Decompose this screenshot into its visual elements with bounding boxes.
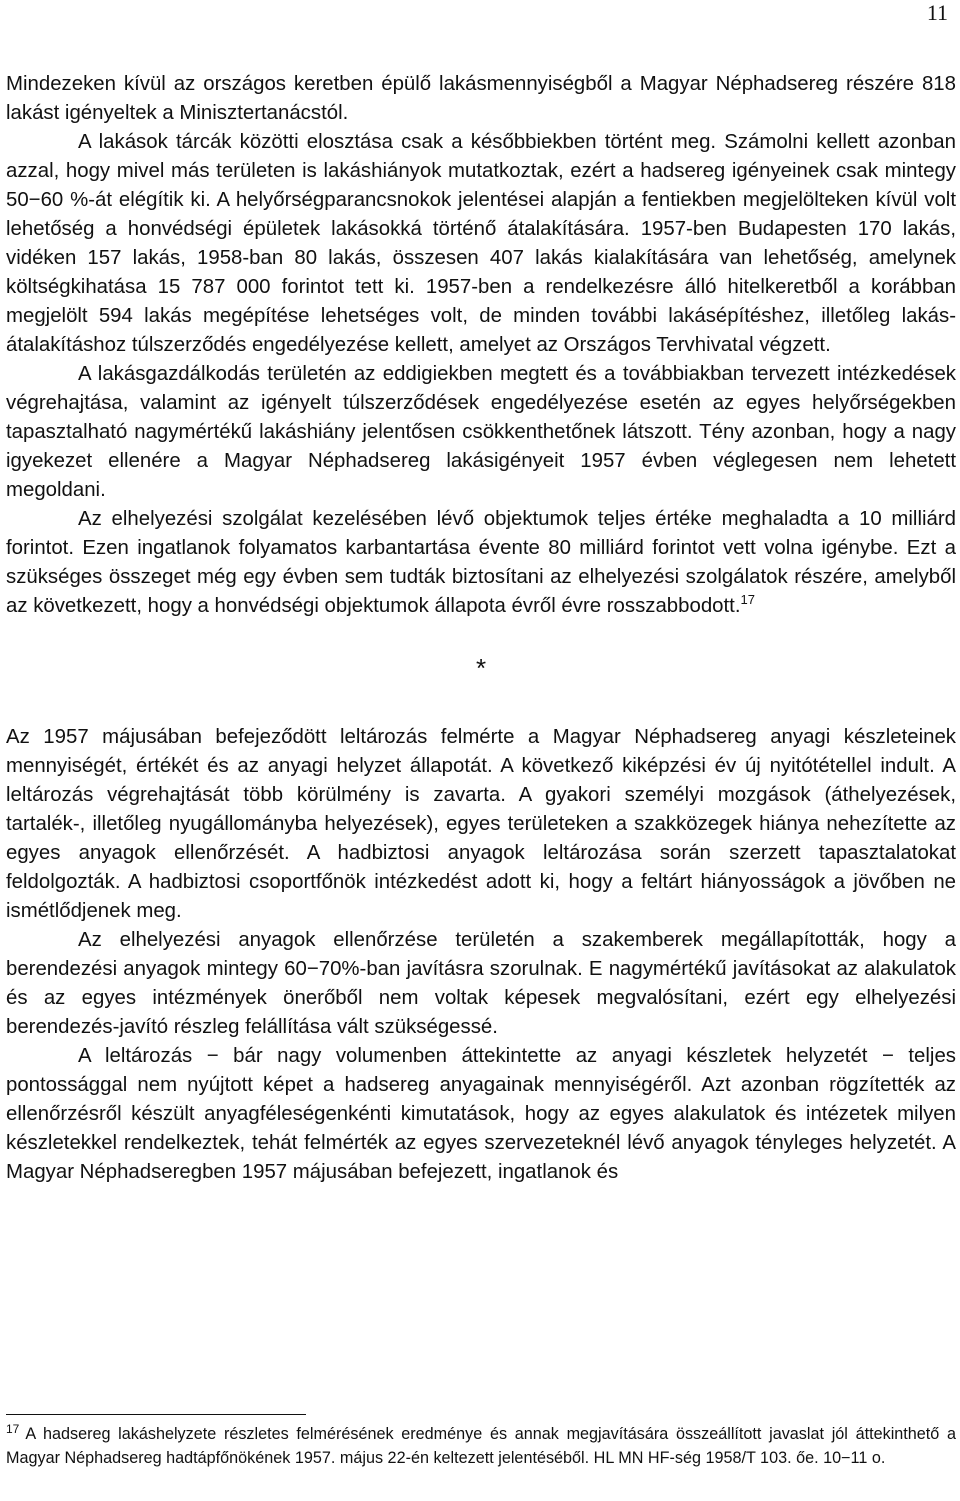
footnote (6, 1422, 956, 1470)
paragraph-4 (6, 505, 956, 621)
paragraph-1: Mindezeken kívül az országos keretben épülő lakásmennyiségből a Magyar Néphadsereg részére 818 lakást igényeltek a Minisztertanácstól. (6, 73, 956, 124)
paragraph-3: A lakásgazdálkodás területén az eddigiekben megtett és a továbbiakban tervezett intézkedések végrehajtása, valamint az igényelt túlszerződések engedélyezése esetén az egyes helyőrségekben tapasztalható nagymértékű lakáshiány jelentősen csökkenthetőnek látszott. Tény azonban, hogy a nagy igyekezet ellenére a Magyar Néphadsereg lakásigényeit 1957 évben véglegesen nem lehetett megoldani. (6, 363, 956, 501)
footnote-text: A hadsereg lakáshelyzete részletes felmérésének eredménye és annak megjavítására összeállított javaslat jól áttekinthető a Magyar Néphadsereg hadtápfőnökének 1957. május 22-én keltezett jelentéséből. HL MN HF-ség 1958/T 103. őe. 10−11 o. (6, 1425, 956, 1467)
paragraph-2: A lakások tárcák közötti elosztása csak a későbbiekben történt meg. Számolni kellett azonban azzal, hogy mivel más területen is lakáshiányok mutatkoztak, ezért a hadsereg igényeinek csak mintegy 50−60 %-át elégítik ki. A helyőrségparancsnokok jelentései alapján a fentiekben megjelölteken kívül volt lehetőség a honvédségi épületek lakásokká történő átalakítására. 1957-ben Budapesten 170 lakás, vidéken 157 lakás, 1958-ban 80 lakás, összesen 407 lakás kialakítására van lehetőség, amelynek költségkihatása 15 787 000 forintot tett ki. 1957-ben a rendelkezésre álló hitelkeretből a korábban megjelölt 594 lakás megépítése lehetséges volt, de minden további lakásépítéshez, illetőleg lakás-átalakításhoz túlszerződés engedélyezése kellett, amelyet az Országos Tervhivatal végzett. (6, 131, 956, 356)
page-number: 11 (926, 0, 948, 25)
paragraph-5: Az 1957 májusában befejeződött leltározás felmérte a Magyar Néphadsereg anyagi készleteinek mennyiségét, értékét és az anyagi helyzet állapotát. A következő kiképzési év új nyitótétellel indult. A leltározás végrehajtását több körülmény is zavarta. A gyakori személyi mozgások (áthelyezések, tartalék-, illetőleg nyugállományba helyezések), egyes területeken a szakközegek hiánya nehezítette az egyes anyagok ellenőrzését. A hadbiztosi anyagok leltározása során szerzett tapasztalatokat feldolgozták. A hadbiztosi csoportfőnök intézkedést adott ki, hogy a feltárt hiányosságok a jövőben ne ismétlődjenek meg. (6, 726, 956, 922)
body-text (6, 70, 956, 1187)
paragraph-6: Az elhelyezési anyagok ellenőrzése területén a szakemberek megállapították, hogy a berendezési anyagok mintegy 60−70%-ban javításra szorulnak. E nagymértékű javításokat az alakulatok és az egyes intézmények önerőből nem voltak képesek megvalósítani, ezért egy elhelyezési berendezés-javító részleg felállítása vált szükségessé. (6, 929, 956, 1038)
footnote-divider (6, 1414, 306, 1415)
footnote-reference[interactable]: 17 (740, 592, 755, 608)
paragraph-4-text: Az elhelyezési szolgálat kezelésében lévő objektumok teljes értéke meghaladta a 10 milliárd forintot. Ezen ingatlanok folyamatos karbantartása évente 80 milliárd forintot vett volna igénybe. Ezt a szükséges összeget még egy évben sem tudták biztosítani az elhelyezési szolgálatok részére, amelyből az következett, hogy a honvédségi objektumok állapota évről évre rosszabbodott. (6, 508, 956, 617)
paragraph-7: A leltározás − bár nagy volumenben áttekintette az anyagi készletek helyzetét − teljes pontossággal nem nyújtott képet a hadsereg anyagainak mennyiségéről. Azt azonban rögzítették az ellenőrzésről készült anyagféleségenkénti kimutatások, hogy az egyes alakulatok és intézetek milyen készletekkel rendelkeztek, tehát felmérték az egyes szervezeteknél lévő anyagok tényleges helyzetét. A Magyar Néphadseregben 1957 májusában befejezett, ingatlanok és (6, 1045, 956, 1183)
section-separator: * (475, 653, 487, 683)
footnote-number: 17 (6, 1421, 20, 1436)
